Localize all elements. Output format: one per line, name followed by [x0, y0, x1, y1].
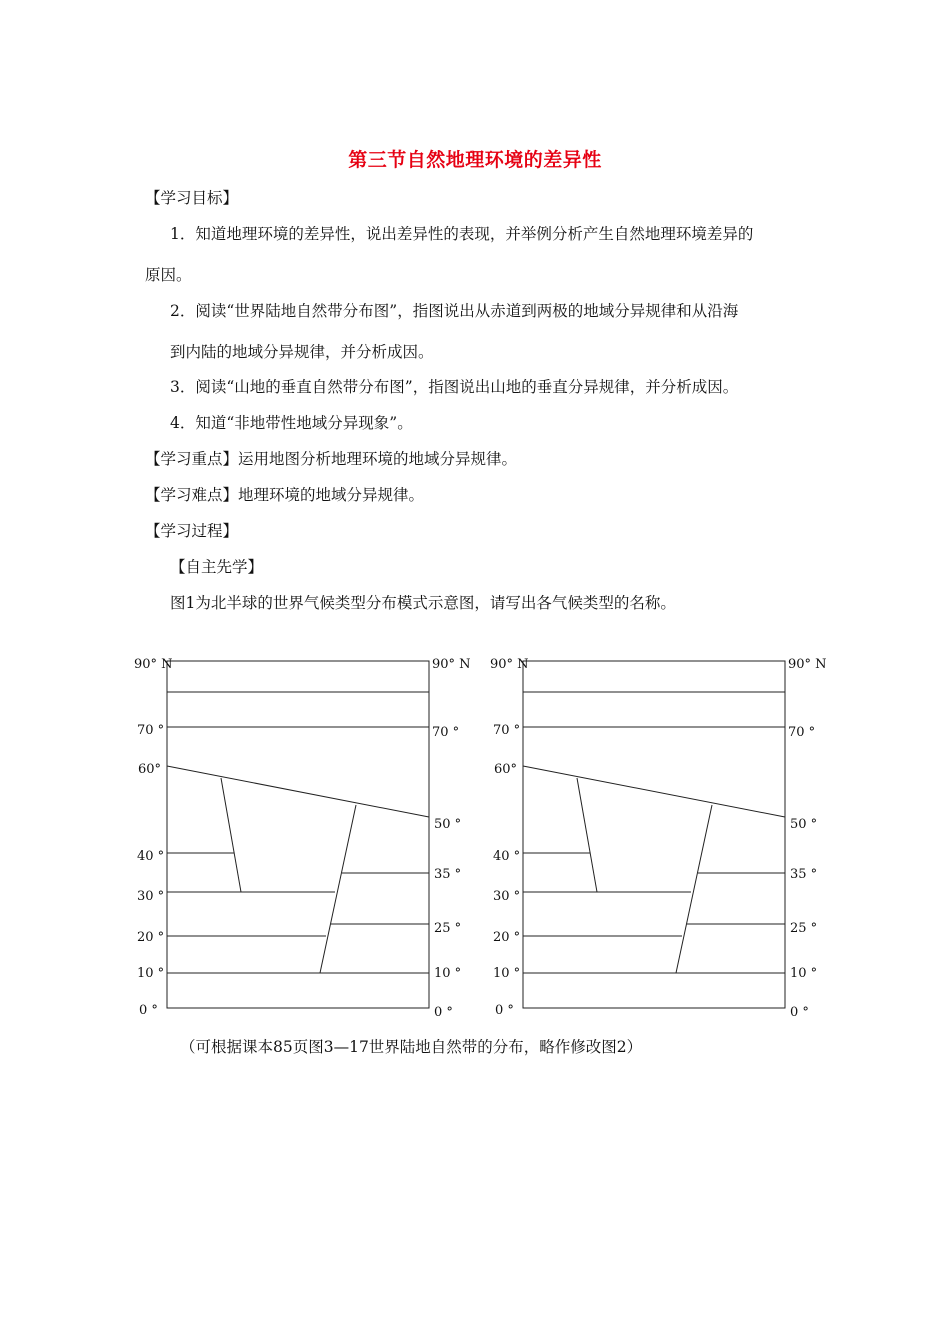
- right-label: 50 °: [434, 817, 462, 832]
- goal-4: 4．知道“非地带性地域分异现象”。: [170, 414, 413, 432]
- goal-3: 3．阅读“山地的垂直自然带分布图”，指图说出山地的垂直分异规律，并分析成因。: [170, 378, 739, 396]
- left-label: 30 °: [137, 889, 165, 904]
- left-label: 0 °: [495, 1003, 514, 1018]
- key-point: 【学习重点】运用地图分析地理环境的地域分异规律。: [145, 450, 518, 468]
- left-label: 20 °: [493, 930, 521, 945]
- goal-1-line-2: 原因。: [145, 266, 192, 284]
- goal-2-line-1: 2．阅读“世界陆地自然带分布图”，指图说出从赤道到两极的地域分异规律和从沿海: [170, 302, 739, 320]
- climate-diagram-1: [130, 648, 475, 1028]
- diagram-frame: [167, 661, 429, 1008]
- left-label: 90° N: [134, 657, 173, 672]
- figure-caption: （可根据课本85页图3—17世界陆地自然带的分布，略作修改图2）: [180, 1038, 643, 1056]
- right-label: 0 °: [434, 1005, 453, 1020]
- left-label: 40 °: [493, 849, 521, 864]
- right-label: 70 °: [788, 725, 816, 740]
- instruction: 图1为北半球的世界气候类型分布模式示意图，请写出各气候类型的名称。: [170, 594, 676, 612]
- inner-boundary-left: [577, 778, 597, 892]
- inner-boundary-right: [676, 805, 712, 973]
- right-label: 10 °: [434, 966, 462, 981]
- right-label: 70 °: [432, 725, 460, 740]
- page-title: 第三节自然地理环境的差异性: [348, 149, 602, 171]
- sloped-boundary-line: [523, 766, 785, 817]
- right-label: 35 °: [790, 867, 818, 882]
- left-label: 10 °: [137, 966, 165, 981]
- diagram-frame: [523, 661, 785, 1008]
- goal-2-line-2: 到内陆的地域分异规律，并分析成因。: [170, 343, 434, 361]
- right-label: 0 °: [790, 1005, 809, 1020]
- difficult-point: 【学习难点】地理环境的地域分异规律。: [145, 486, 425, 504]
- left-label: 60°: [138, 762, 162, 777]
- right-label: 90° N: [788, 657, 827, 672]
- left-label: 70 °: [493, 723, 521, 738]
- goals-heading: 【学习目标】: [145, 189, 239, 207]
- left-label: 10 °: [493, 966, 521, 981]
- inner-boundary-left: [221, 778, 241, 892]
- left-label: 0 °: [139, 1003, 158, 1018]
- left-label: 90° N: [490, 657, 529, 672]
- right-label: 35 °: [434, 867, 462, 882]
- left-label: 70 °: [137, 723, 165, 738]
- right-label: 10 °: [790, 966, 818, 981]
- right-label: 25 °: [434, 921, 462, 936]
- sloped-boundary-line: [167, 766, 429, 817]
- left-label: 30 °: [493, 889, 521, 904]
- process-heading: 【学习过程】: [145, 522, 239, 540]
- goal-1-line-1: 1．知道地理环境的差异性，说出差异性的表现，并举例分析产生自然地理环境差异的: [170, 225, 754, 243]
- self-study-heading: 【自主先学】: [170, 558, 264, 576]
- right-label: 90° N: [432, 657, 471, 672]
- right-label: 25 °: [790, 921, 818, 936]
- left-label: 40 °: [137, 849, 165, 864]
- climate-diagram-2: [486, 648, 831, 1028]
- left-label: 20 °: [137, 930, 165, 945]
- inner-boundary-right: [320, 805, 356, 973]
- left-label: 60°: [494, 762, 518, 777]
- right-label: 50 °: [790, 817, 818, 832]
